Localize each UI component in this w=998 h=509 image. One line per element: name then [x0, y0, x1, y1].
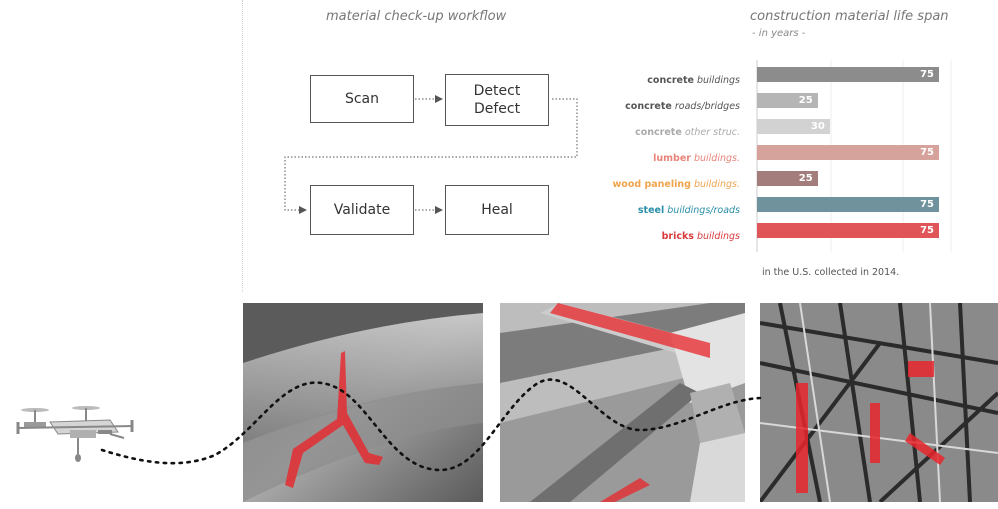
bar-value-label: 30 [810, 121, 825, 132]
bar-label [613, 179, 740, 190]
bar-label-material: steel [637, 205, 665, 216]
bar-label-material: bricks [661, 231, 694, 242]
drone-icon [14, 402, 142, 464]
bar-value-label: 75 [920, 225, 934, 236]
bar-label-usage: buildings. [690, 179, 740, 190]
bar-value-label: 75 [920, 69, 934, 80]
bar-label-usage: buildings. [690, 153, 740, 164]
photo-timber-beams [500, 303, 745, 502]
bar-value-label: 25 [798, 95, 813, 106]
bar-label-usage: buildings [693, 75, 740, 86]
workflow-title: material check-up workflow [326, 9, 507, 24]
bar-label-material: lumber [653, 153, 691, 164]
bar-label-usage: buildings/roads [664, 205, 740, 216]
bar-label-usage: buildings [693, 231, 740, 242]
bar-label [638, 205, 740, 216]
bar-label [625, 101, 740, 112]
bar-label [647, 75, 740, 86]
bar-label [635, 127, 740, 138]
bar-label-material: concrete [625, 101, 672, 112]
bar-label-usage: other struc. [681, 127, 740, 138]
bar-label [662, 231, 740, 242]
bar-value-label: 75 [920, 199, 934, 210]
bar-label-material: wood paneling [612, 179, 691, 190]
chart-subtitle: - in years - [752, 28, 806, 39]
bar-value-label: 25 [798, 173, 813, 184]
step-scan: Scan [310, 75, 414, 123]
bar-label-material: concrete [635, 127, 682, 138]
step-validate: Validate [310, 185, 414, 235]
step-heal: Heal [445, 185, 549, 235]
step-detect-defect: Detect Defect [445, 74, 549, 126]
photo-steel-structure [760, 303, 998, 502]
photo-concrete-arch [243, 303, 483, 502]
chart-title: construction material life span [750, 9, 949, 24]
bar-label-material: concrete [647, 75, 694, 86]
bar-label-usage: roads/bridges [671, 101, 740, 112]
chart-note: in the U.S. collected in 2014. [762, 267, 900, 278]
bar-value-label: 75 [920, 147, 934, 158]
bar-label [653, 153, 740, 164]
